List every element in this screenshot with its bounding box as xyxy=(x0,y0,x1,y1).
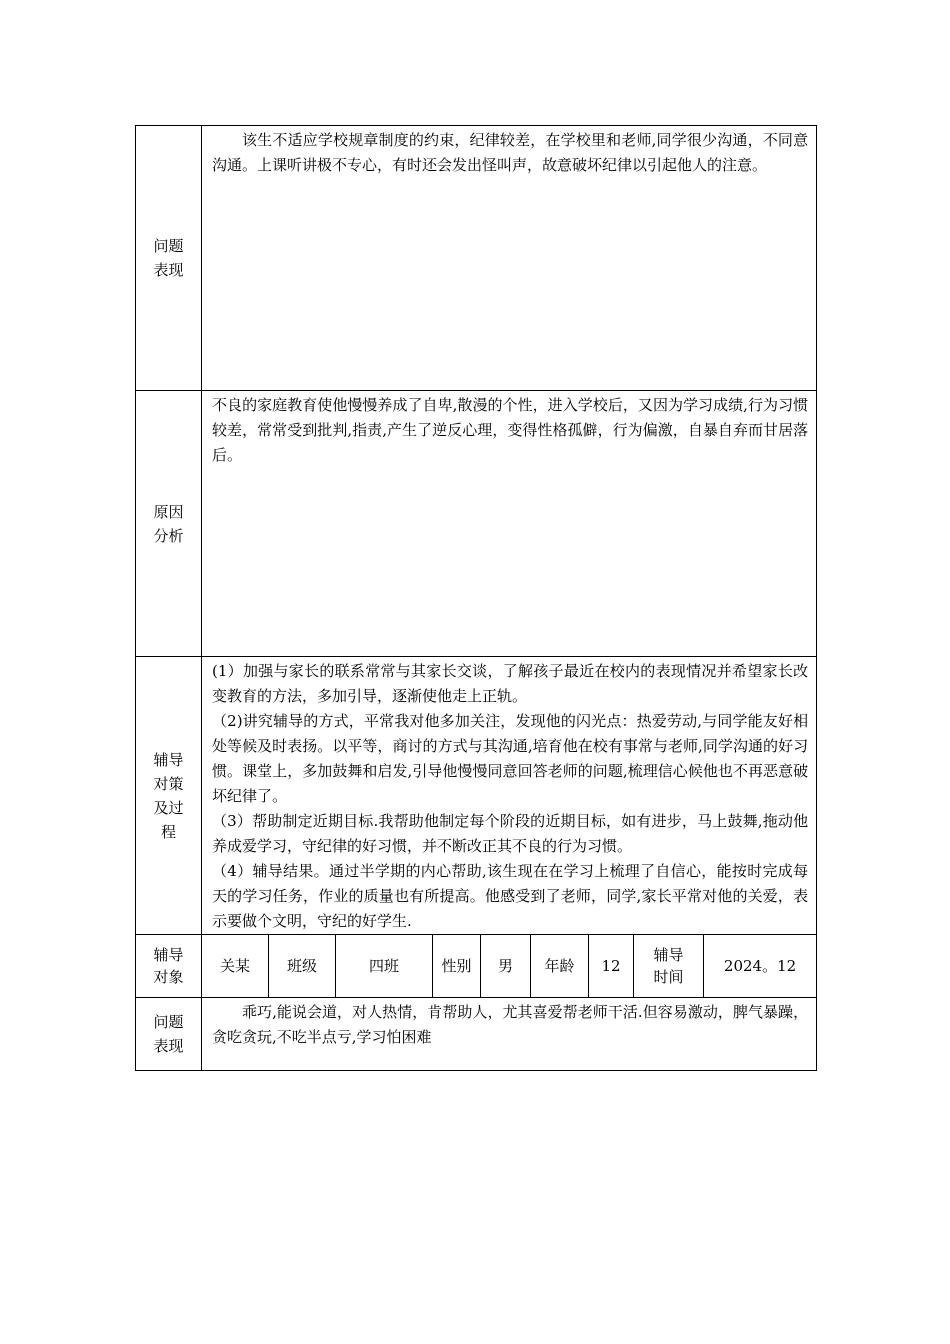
student-name: 关某 xyxy=(202,935,269,998)
strategy-label: 辅导 对策 及过 程 xyxy=(136,657,202,935)
class-label: 班级 xyxy=(269,935,336,998)
cause-label: 原因 分析 xyxy=(136,391,202,657)
problem-text-1: 该生不适应学校规章制度的约束，纪律较差，在学校里和老师,同学很少沟通，不同意沟通。上课听讲极不专心，有时还会发出怪叫声，故意破坏纪律以引起他人的注意。 xyxy=(212,131,809,174)
target-label: 辅导 对象 xyxy=(136,935,202,998)
problem-label-2: 问题 表现 xyxy=(136,998,202,1071)
class-value: 四班 xyxy=(336,935,433,998)
time-value: 2024。12 xyxy=(704,935,817,998)
cause-text: 不良的家庭教育使他慢慢养成了自卑,散漫的个性，进入学校后，又因为学习成绩,行为习惯较差，常常受到批判,指责,产生了逆反心理，变得性格孤僻，行为偏激，自暴自弃而甘居落后。 xyxy=(212,396,809,464)
gender-label: 性别 xyxy=(433,935,481,998)
age-value: 12 xyxy=(589,935,634,998)
problem-label-1: 问题 表现 xyxy=(136,126,202,391)
age-label: 年龄 xyxy=(531,935,589,998)
student-info-row xyxy=(136,935,817,998)
strategy-step-3: （3）帮助制定近期目标.我帮助他制定每个阶段的近期目标，如有进步，马上鼓舞,拖动他养成爱学习，守纪律的好习惯，并不断改正其不良的行为习惯。 xyxy=(212,812,809,855)
problem-description-1 xyxy=(202,126,817,391)
problem-text-2: 乖巧,能说会道，对人热情，肯帮助人，尤其喜爱帮老师干活.但容易激动，脾气暴躁，贪吃贪玩,不吃半点亏,学习怕困难 xyxy=(212,1003,809,1046)
strategy-step-2: （2)讲究辅导的方式，平常我对他多加关注，发现他的闪光点：热爱劳动,与同学能友好相处等候及时表扬。以平等，商讨的方式与其沟通,培育他在校有事常与老师,同学沟通的好习惯。课堂上，多加鼓舞和启发,引导他慢慢同意回答老师的问题,梳理信心候他也不再恶意破坏纪律了。 xyxy=(212,712,809,805)
problem-row-2 xyxy=(136,998,817,1071)
strategy-step-4: （4）辅导结果。通过半学期的内心帮助,该生现在在学习上梳理了自信心，能按时完成每天的学习任务，作业的质量也有所提高。他感受到了老师，同学,家长平常对他的关爱，表示要做个文明，守纪的好学生. xyxy=(212,862,809,930)
cause-row xyxy=(136,391,817,657)
problem-row-1 xyxy=(136,126,817,391)
counseling-record-table xyxy=(135,125,817,1071)
time-label: 辅导 时间 xyxy=(634,935,704,998)
gender-value: 男 xyxy=(481,935,531,998)
strategy-process xyxy=(202,657,817,935)
cause-analysis xyxy=(202,391,817,657)
strategy-step-1: (1）加强与家长的联系常常与其家长交谈，了解孩子最近在校内的表现情况并希望家长改变教育的方法，多加引导，逐渐使他走上正轨。 xyxy=(212,662,809,705)
problem-description-2 xyxy=(202,998,817,1071)
strategy-row xyxy=(136,657,817,935)
